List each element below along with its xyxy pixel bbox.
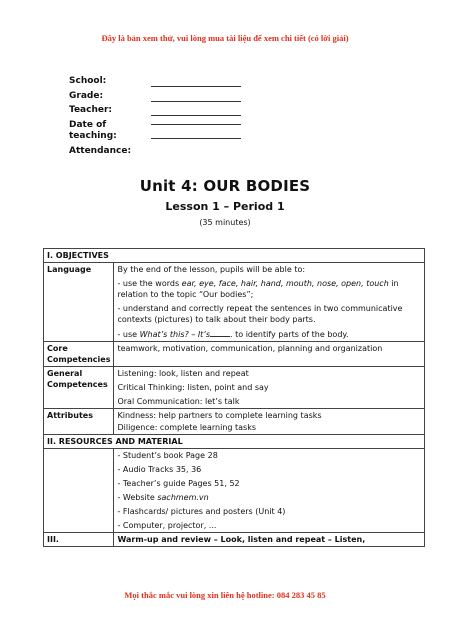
blank-line bbox=[210, 328, 230, 337]
section-3-label: III. bbox=[44, 533, 114, 547]
lesson-subtitle: Lesson 1 – Period 1 bbox=[165, 200, 285, 213]
resources-label-cell bbox=[44, 449, 114, 533]
language-bullet-1: - use the words ear, eye, face, hair, hand, mouth, nose, open, touch in relation to the topic “Our bodies”; bbox=[117, 279, 399, 299]
lesson-plan-table bbox=[43, 248, 425, 547]
school-field bbox=[151, 86, 241, 87]
general-competences-content bbox=[114, 367, 425, 409]
lesson-duration: (35 minutes) bbox=[199, 218, 251, 227]
core-competencies-label: Core Competencies bbox=[44, 342, 114, 367]
teacher-label: Teacher: bbox=[69, 105, 113, 115]
attributes-content bbox=[114, 409, 425, 435]
resources-heading: II. RESOURCES AND MATERIAL bbox=[44, 435, 425, 449]
language-content bbox=[114, 263, 425, 342]
resource-item: - Flashcards/ pictures and posters (Unit 4) bbox=[117, 507, 286, 516]
sentence-pattern: What’s this? – It’s bbox=[139, 330, 211, 339]
resource-item: - Audio Tracks 35, 36 bbox=[117, 465, 202, 474]
language-intro: By the end of the lesson, pupils will be able to: bbox=[117, 265, 306, 274]
preview-banner: Đây là bản xem thử, vui lòng mua tài liệu để xem chi tiết (có lời giải) bbox=[101, 33, 349, 43]
resource-item: - Student’s book Page 28 bbox=[117, 451, 218, 460]
section-3-title: Warm-up and review – Look, listen and repeat – Listen, bbox=[114, 533, 425, 547]
attributes-label: Attributes bbox=[44, 409, 114, 435]
school-label: School: bbox=[69, 76, 107, 86]
date-label: Date of teaching: bbox=[69, 119, 117, 141]
date-field bbox=[151, 124, 241, 125]
teacher-field bbox=[151, 115, 241, 116]
resource-item: - Teacher’s guide Pages 51, 52 bbox=[117, 479, 240, 488]
resource-item-website: - Website sachmem.vn bbox=[117, 493, 209, 502]
page-title: Unit 4: OUR BODIES bbox=[139, 177, 311, 195]
resources-content bbox=[114, 449, 425, 533]
general-line: Oral Communication: let’s talk bbox=[117, 397, 240, 406]
general-line: Listening: look, listen and repeat bbox=[117, 369, 249, 378]
hotline-banner: Mọi thắc mắc vui lòng xin liên hệ hotline: 084 283 45 85 bbox=[124, 590, 326, 600]
website-name: sachmem.vn bbox=[157, 493, 209, 502]
core-competencies-content: teamwork, motivation, communication, planning and organization bbox=[114, 342, 425, 367]
date-field-2 bbox=[151, 138, 241, 139]
attribute-line: Diligence: complete learning tasks bbox=[117, 423, 257, 432]
language-bullet-2: - understand and correctly repeat the sentences in two communicative contexts (pictures) to talk about their body parts. bbox=[117, 304, 403, 324]
general-competences-label: General Competences bbox=[44, 367, 114, 409]
general-line: Critical Thinking: listen, point and say bbox=[117, 383, 269, 392]
language-bullet-3: - use What’s this? – It’s . to identify parts of the body. bbox=[117, 330, 349, 339]
grade-label: Grade: bbox=[69, 90, 104, 101]
attendance-label: Attendance: bbox=[69, 145, 132, 156]
language-label: Language bbox=[44, 263, 114, 342]
grade-field bbox=[151, 101, 241, 102]
objectives-heading: I. OBJECTIVES bbox=[44, 249, 425, 263]
attribute-line: Kindness: help partners to complete learning tasks bbox=[117, 411, 322, 420]
lesson-meta bbox=[69, 76, 249, 160]
resource-item: - Computer, projector, ... bbox=[117, 521, 217, 530]
vocabulary-words: ear, eye, face, hair, hand, mouth, nose, open, touch bbox=[181, 279, 389, 288]
